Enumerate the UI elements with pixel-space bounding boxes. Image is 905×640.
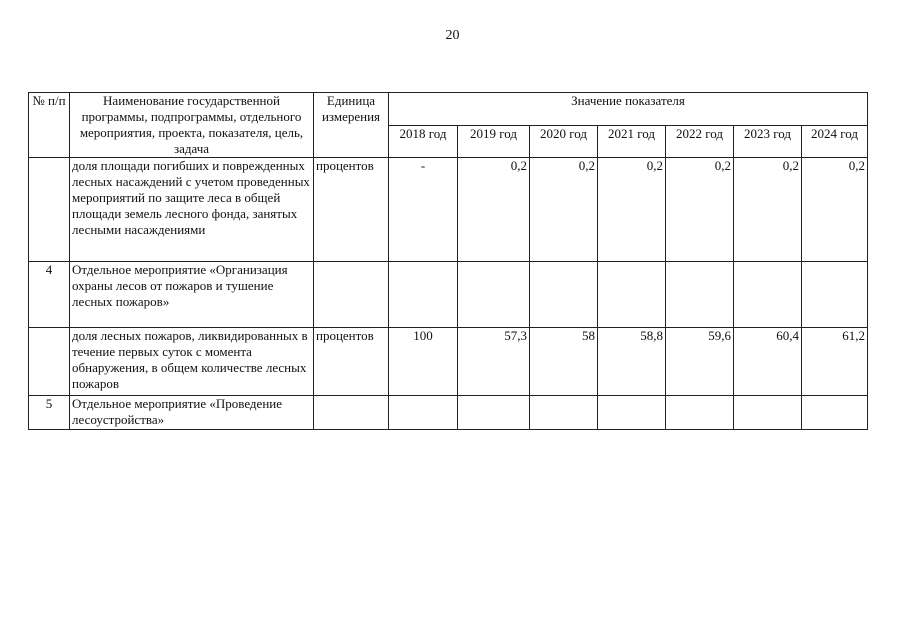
row-num (29, 328, 70, 396)
row-name: Отдельное мероприятие «Организация охраны лесов от пожаров и тушение лесных пожаров» (70, 262, 314, 328)
header-year: 2019 год (458, 125, 530, 158)
header-row-1 (29, 93, 868, 126)
table-row (29, 262, 868, 328)
row-unit: процентов (314, 328, 389, 396)
row-value (530, 262, 598, 328)
row-value: 0,2 (666, 158, 734, 262)
indicators-table (28, 92, 868, 430)
row-value: 60,4 (734, 328, 802, 396)
row-name: доля площади погибших и поврежденных лесных насаждений с учетом проведенных мероприятий по защите леса в общей площади земель лесного фонда, занятых лесными насаждениями (70, 158, 314, 262)
header-year: 2018 год (389, 125, 458, 158)
row-value (598, 262, 666, 328)
row-value (666, 262, 734, 328)
row-unit: процентов (314, 158, 389, 262)
header-year: 2023 год (734, 125, 802, 158)
row-unit (314, 262, 389, 328)
row-value (666, 396, 734, 430)
table-row (29, 158, 868, 262)
header-values-group: Значение показателя (389, 93, 868, 126)
row-value (802, 262, 868, 328)
row-value (389, 262, 458, 328)
table-row (29, 396, 868, 430)
header-unit: Единица измерения (314, 93, 389, 158)
row-value: 58,8 (598, 328, 666, 396)
row-num: 5 (29, 396, 70, 430)
row-value (734, 262, 802, 328)
header-year: 2021 год (598, 125, 666, 158)
row-value (389, 396, 458, 430)
row-value: 0,2 (530, 158, 598, 262)
table-row (29, 328, 868, 396)
row-unit (314, 396, 389, 430)
row-num: 4 (29, 262, 70, 328)
row-value: 0,2 (734, 158, 802, 262)
row-value: 0,2 (802, 158, 868, 262)
row-value (458, 396, 530, 430)
row-value: 0,2 (458, 158, 530, 262)
row-value (802, 396, 868, 430)
row-value (458, 262, 530, 328)
row-value (598, 396, 666, 430)
row-value (530, 396, 598, 430)
page-number: 20 (445, 28, 460, 43)
header-year: 2022 год (666, 125, 734, 158)
row-value: 58 (530, 328, 598, 396)
row-value: 59,6 (666, 328, 734, 396)
row-value (734, 396, 802, 430)
header-name: Наименование государственной программы, подпрограммы, отдельного мероприятия, проекта, показателя, цель, задача (70, 93, 314, 158)
header-num: № п/п (29, 93, 70, 158)
row-name: Отдельное мероприятие «Проведение лесоустройства» (70, 396, 314, 430)
row-name: доля лесных пожаров, ликвидированных в течение первых суток с момента обнаружения, в общем количестве лесных пожаров (70, 328, 314, 396)
row-value: 61,2 (802, 328, 868, 396)
header-year: 2024 год (802, 125, 868, 158)
row-value: 0,2 (598, 158, 666, 262)
row-value: 100 (389, 328, 458, 396)
row-value: - (389, 158, 458, 262)
row-num (29, 158, 70, 262)
row-value: 57,3 (458, 328, 530, 396)
header-year: 2020 год (530, 125, 598, 158)
